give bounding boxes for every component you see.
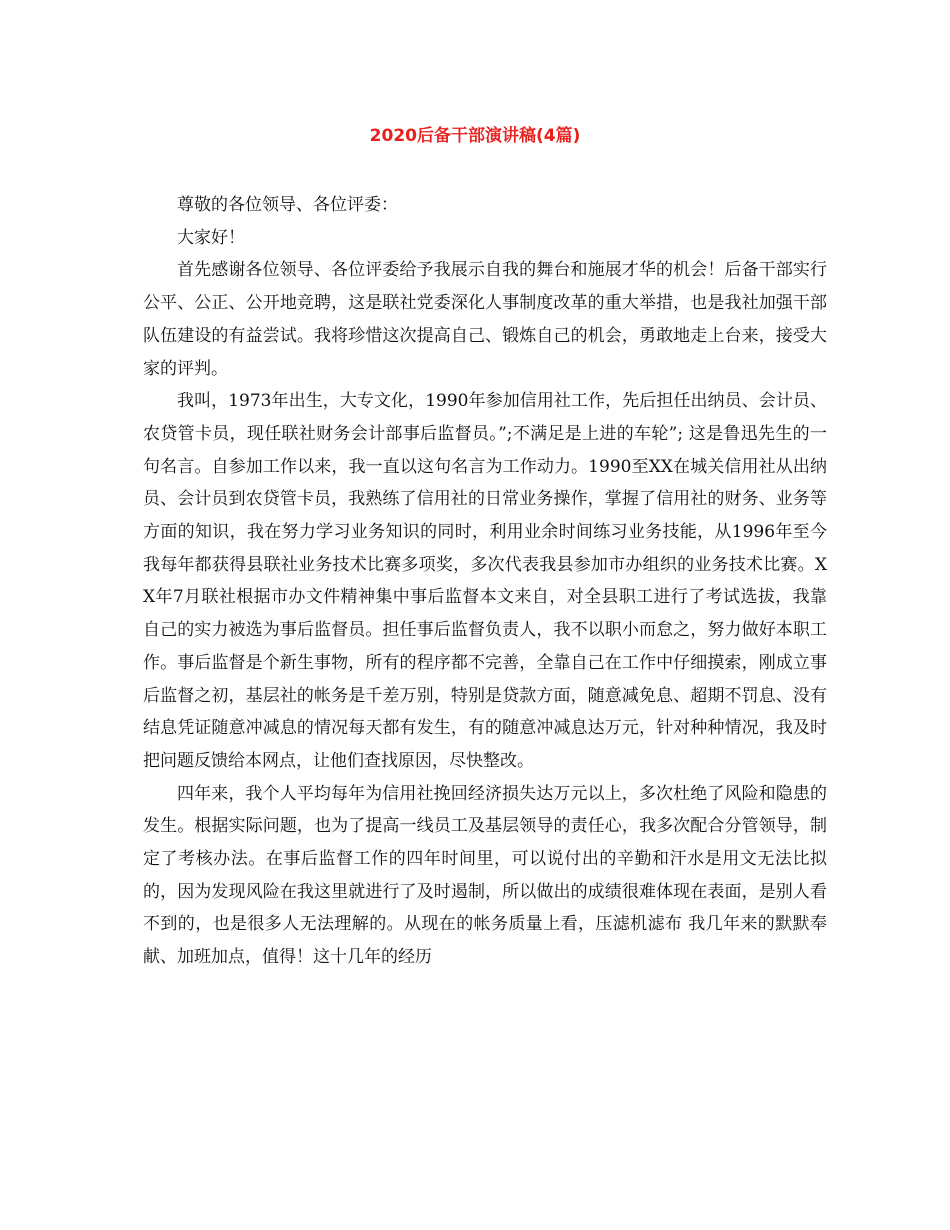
salutation-paragraph: 尊敬的各位领导、各位评委：	[177, 195, 398, 215]
document-title: 2020后备干部演讲稿(4篇)	[369, 126, 581, 146]
document-body	[143, 189, 827, 974]
greeting-paragraph: 大家好！	[177, 227, 245, 248]
body-paragraph: 首先感谢各位领导、各位评委给予我展示自我的舞台和施展才华的机会！后备干部实行公平、公正、公开地竞聘，这是联社党委深化人事制度改革的重大举措，也是我社加强干部队伍建设的有益尝试。我将珍惜这次提高自己、锻炼自己的机会，勇敢地走上台来，接受大家的评判。	[143, 260, 827, 379]
body-paragraph: 四年来，我个人平均每年为信用社挽回经济损失达万元以上，多次杜绝了风险和隐患的发生。根据实际问题，也为了提高一线员工及基层领导的责任心，我多次配合分管领导，制定了考核办法。在事后监督工作的四年时间里，可以说付出的辛勤和汗水是用文无法比拟的，因为发现风险在我这里就进行了及时遏制，所以做出的成绩很难体现在表面，是别人看不到的，也是很多人无法理解的。从现在的帐务质量上看，压滤机滤布 我几年来的默默奉献、加班加点，值得！这十几年的经历	[143, 783, 827, 968]
body-paragraph: 我叫，1973年出生，大专文化，1990年参加信用社工作，先后担任出纳员、会计员、农贷管卡员，现任联社财务会计部事后监督员。”;不满足是上进的车轮”; 这是鲁迅先生的一句名言。自参加工作以来，我一直以这句名言为工作动力。1990至XX在城关信用社从出纳员、会计员到农贷管卡员，我熟练了信用社的日常业务操作，掌握了信用社的财务、业务等方面的知识，我在努力学习业务知识的同时，利用业余时间练习业务技能，从1996年至今我每年都获得县联社业务技术比赛多项奖，多次代表我县参加市办组织的业务技术比赛。XX年7月联社根据市办文件精神集中事后监督本文来自，对全县职工进行了考试选拔，我靠自己的实力被选为事后监督员。担任事后监督负责人，我不以职小而怠之，努力做好本职工作。事后监督是个新生事物，所有的程序都不完善，全靠自己在工作中仔细摸索，刚成立事后监督之初，基层社的帐务是千差万别，特别是贷款方面，随意减免息、超期不罚息、没有结息凭证随意冲减息的情况每天都有发生，有的随意冲减息达万元，针对种种情况，我及时把问题反馈给本网点，让他们查找原因，尽快整改。	[143, 391, 827, 771]
